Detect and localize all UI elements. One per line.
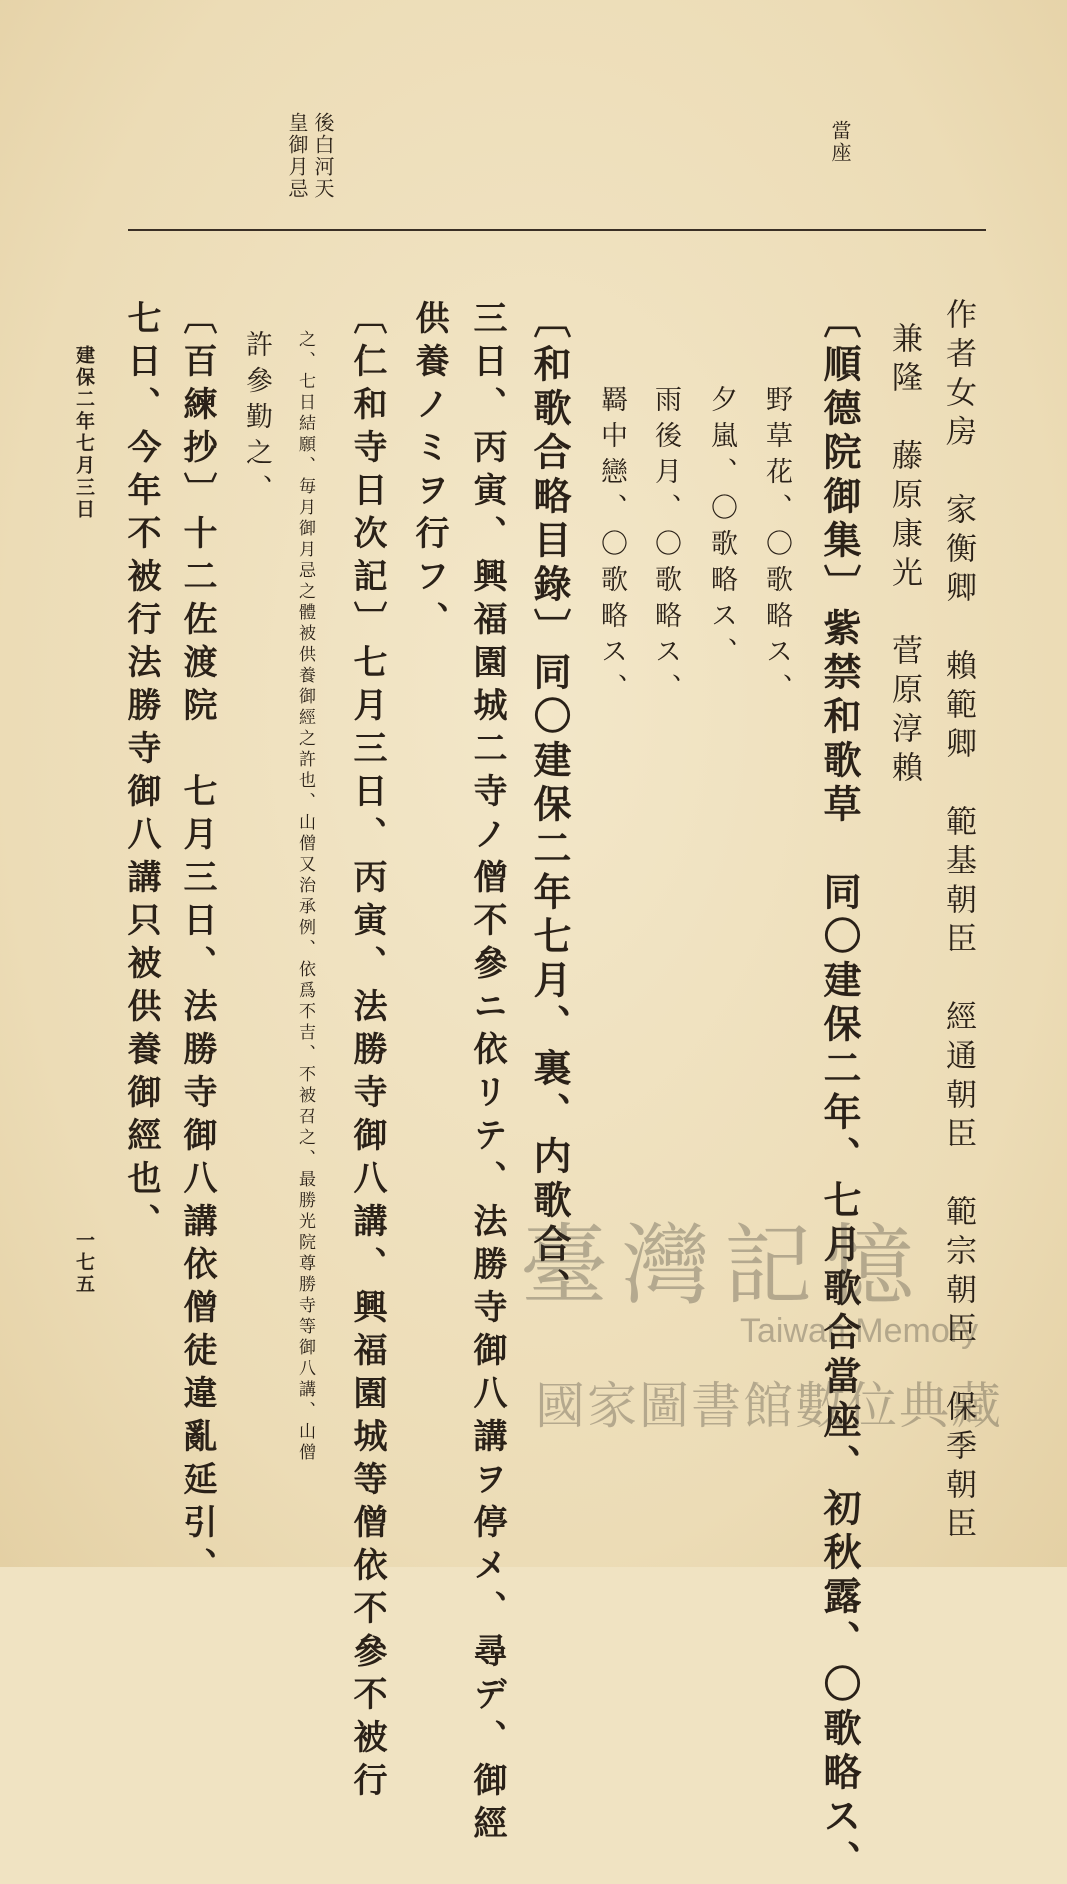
text-column-3: 〔順德院御集〕紫禁和歌草 同〇建保二年、七月歌合當座、初秋露、〇歌略ス、 (817, 300, 862, 1884)
text-column-12: 之、七日結願、毎月御月忌之體被供養御經之許也、山僧又治承例、依爲不吉、不被召之、最勝光院尊勝寺等御八講、山僧 (295, 330, 315, 1464)
text-column-15: 七日、今年不被行法勝寺御八講只被供養御經也、 (121, 300, 161, 1246)
text-column-11: 〔仁和寺日次記〕七月三日、丙寅、法勝寺御八講、興福園城等僧依不參不被行 (347, 300, 387, 1805)
running-title: 當座 (828, 120, 852, 164)
side-note-line-1: 後白河天 (311, 112, 335, 200)
text-column-10: 供養ノミヲ行フ、 (409, 300, 449, 644)
text-column-6: 雨後月、〇歌略ス、 (650, 385, 681, 709)
text-column-13: 許參勤之、 (241, 330, 272, 510)
side-note-line-2: 皇御月忌 (285, 112, 309, 200)
watermark-english: Taiwan Memory (740, 1312, 979, 1350)
page-number: 一七五 (73, 1230, 95, 1296)
footer-running-head: 建保二年七月三日 (73, 345, 95, 521)
text-column-2: 兼隆 藤原康光 菅原淳賴 (886, 322, 922, 790)
watermark-chinese: 臺灣記憶 (520, 1214, 929, 1317)
text-column-4: 野草花、〇歌略ス、 (761, 385, 792, 709)
text-column-1: 作者女房 家衡卿 賴範卿 範基朝臣 經通朝臣 範宗朝臣 保季朝臣 (940, 298, 976, 1546)
text-column-7: 羇中戀、〇歌略ス、 (596, 385, 627, 709)
text-column-5: 夕嵐、〇歌略ス、 (706, 385, 737, 673)
text-column-14: 〔百練抄〕十二佐渡院 七月三日、法勝寺御八講依僧徒違亂延引、 (177, 300, 217, 1590)
watermark-institution: 國家圖書館數位典藏 (535, 1377, 1003, 1435)
text-column-9: 三日、丙寅、興福園城二寺ノ僧不參ニ依リテ、法勝寺御八講ヲ停メ、尋デ、御經 (467, 300, 507, 1848)
header-rule (128, 229, 986, 231)
text-column-8: 〔和歌合略目錄〕同〇建保二年七月、裏、内歌合、 (527, 300, 572, 1312)
